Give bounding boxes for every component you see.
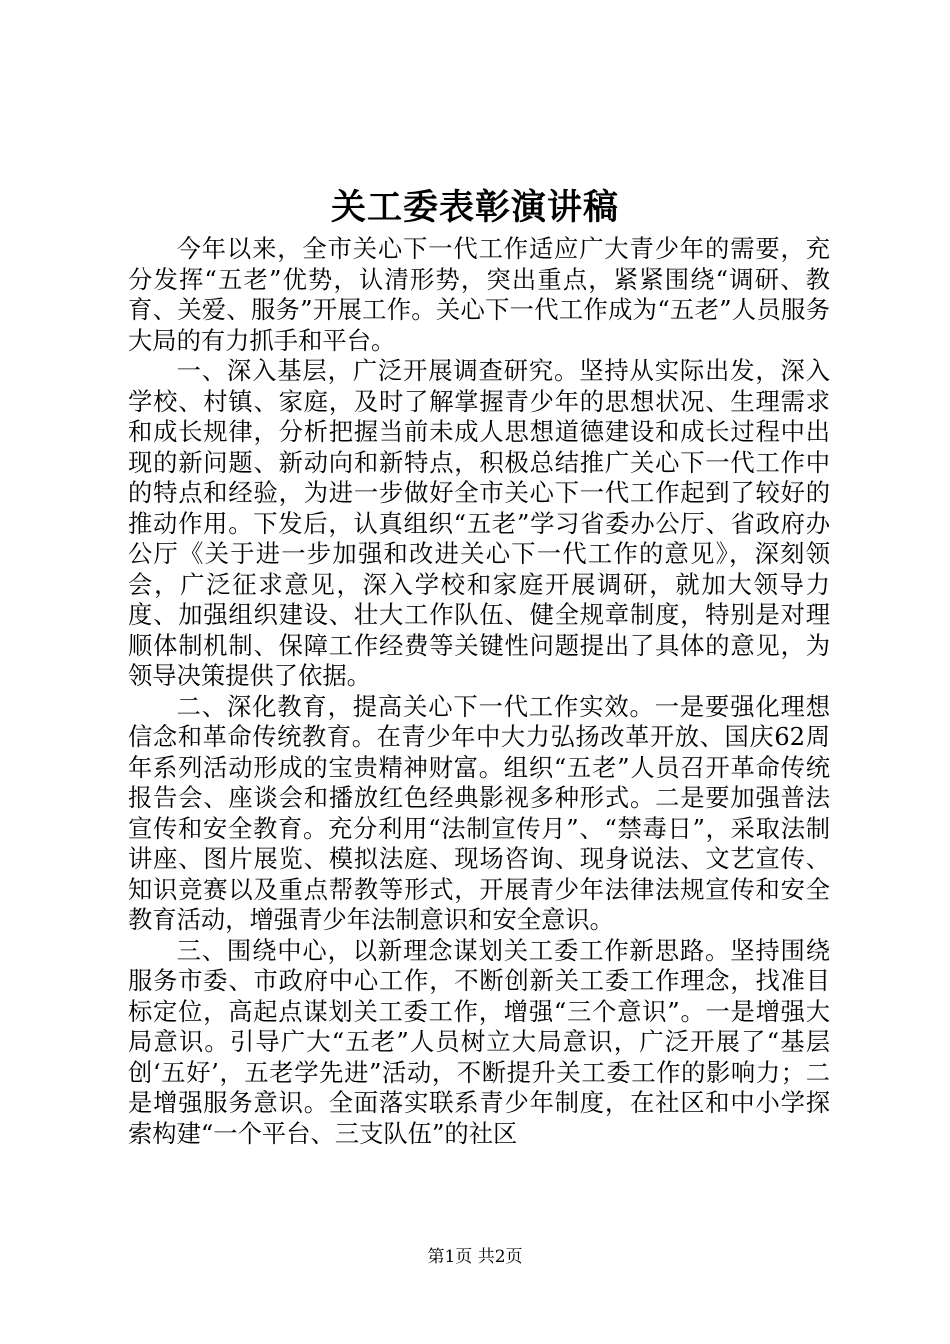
- paragraph-section-3: 三、围绕中心，以新理念谋划关工委工作新思路。坚持围绕服务市委、市政府中心工作，不断创新关工委工作理念，找准目标定位，高起点谋划关工委工作，增强“三个意识”。一是增强大局意识。引导广大“五老”人员树立大局意识，广泛开展了“基层创‘五好’，五老学先进”活动，不断提升关工委工作的影响力；二是增强服务意识。全面落实联系青少年制度，在社区和中小学探索构建“一个平台、三支队伍”的社区: [128, 935, 830, 1148]
- page-footer: [0, 1246, 950, 1268]
- document-title: 关工委表彰演讲稿: [330, 187, 619, 228]
- paragraph-section-1: 一、深入基层，广泛开展调查研究。坚持从实际出发，深入学校、村镇、家庭，及时了解掌握青少年的思想状况、生理需求和成长规律，分析把握当前未成人思想道德建设和成长过程中出现的新问题、新动向和新特点，积极总结推广关心下一代工作中的特点和经验，为进一步做好全市关心下一代工作起到了较好的推动作用。下发后，认真组织“五老”学习省委办公厅、省政府办公厅《关于进一步加强和改进关心下一代工作的意见》，深刻领会，广泛征求意见，深入学校和家庭开展调研，就加大领导力度、加强组织建设、壮大工作队伍、健全规章制度，特别是对理顺体制机制、保障工作经费等关键性问题提出了具体的意见，为领导决策提供了依据。: [128, 356, 830, 690]
- paragraph-intro: 今年以来，全市关心下一代工作适应广大青少年的需要，充分发挥“五老”优势，认清形势，突出重点，紧紧围绕“调研、教育、关爱、服务”开展工作。关心下一代工作成为“五老”人员服务大局的有力抓手和平台。: [128, 234, 830, 355]
- document-body: [128, 234, 830, 1149]
- page-number-label: 第1页 共2页: [427, 1247, 523, 1267]
- paragraph-section-2: 二、深化教育，提高关心下一代工作实效。一是要强化理想信念和革命传统教育。在青少年中大力弘扬改革开放、国庆62周年系列活动形成的宝贵精神财富。组织“五老”人员召开革命传统报告会、座谈会和播放红色经典影视多种形式。二是要加强普法宣传和安全教育。充分利用“法制宣传月”、“禁毒日”，采取法制讲座、图片展览、模拟法庭、现场咨询、现身说法、文艺宣传、知识竞赛以及重点帮教等形式，开展青少年法律法规宣传和安全教育活动，增强青少年法制意识和安全意识。: [128, 691, 830, 934]
